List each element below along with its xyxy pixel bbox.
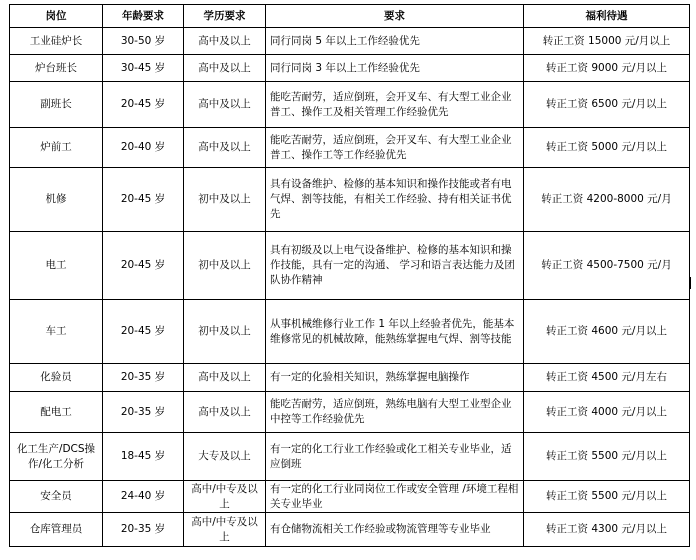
cell-age: 18-45 岁: [103, 433, 184, 481]
cell-requirement: 能吃苦耐劳，适应倒班，会开叉车、有大型工业企业普工、操作工等工作经验优先: [266, 128, 524, 168]
cell-position: 副班长: [10, 82, 103, 128]
cell-age: 24-40 岁: [103, 481, 184, 513]
table-row: [10, 433, 690, 481]
cell-education: 初中及以上: [184, 168, 266, 232]
cell-requirement: 具有设备维护、检修的基本知识和操作技能或者有电气焊、割等技能，有相关工作经验、持有相关证书优先: [266, 168, 524, 232]
cell-position: 车工: [10, 300, 103, 364]
table-row: [10, 168, 690, 232]
cell-benefit: 转正工资 4500-7500 元/月: [524, 232, 690, 300]
cell-benefit: 转正工资 15000 元/月以上: [524, 28, 690, 55]
cell-benefit: 转正工资 4200-8000 元/月: [524, 168, 690, 232]
cell-requirement: 有一定的化验相关知识，熟练掌握电脑操作: [266, 364, 524, 392]
cell-benefit: 转正工资 4600 元/月以上: [524, 300, 690, 364]
cell-age: 30-45 岁: [103, 55, 184, 82]
cell-position: 化工生产/DCS操作/化工分析: [10, 433, 103, 481]
cell-requirement: 具有初级及以上电气设备维护、检修的基本知识和操作技能，具有一定的沟通、 学习和语言表达能力及团队协作精神: [266, 232, 524, 300]
cell-requirement: 有仓储物流相关工作经验或物流管理等专业毕业: [266, 513, 524, 547]
cell-age: 20-40 岁: [103, 128, 184, 168]
cell-requirement: 同行同岗 5 年以上工作经验优先: [266, 28, 524, 55]
cell-education: 大专及以上: [184, 433, 266, 481]
cell-age: 20-35 岁: [103, 364, 184, 392]
cell-requirement: 同行同岗 3 年以上工作经验优先: [266, 55, 524, 82]
job-table: [9, 4, 690, 547]
table-row: [10, 300, 690, 364]
cell-age: 20-35 岁: [103, 513, 184, 547]
cell-education: 高中及以上: [184, 364, 266, 392]
table-row: [10, 128, 690, 168]
header-position: 岗位: [10, 5, 103, 28]
table-row: [10, 232, 690, 300]
cell-benefit: 转正工资 5500 元/月以上: [524, 481, 690, 513]
cell-age: 20-45 岁: [103, 82, 184, 128]
header-benefit: 福利待遇: [524, 5, 690, 28]
cell-education: 高中及以上: [184, 28, 266, 55]
table-row: [10, 392, 690, 433]
table-row: [10, 513, 690, 547]
cell-education: 高中/中专及以上: [184, 481, 266, 513]
table-row: [10, 28, 690, 55]
cell-position: 工业硅炉长: [10, 28, 103, 55]
cell-position: 配电工: [10, 392, 103, 433]
header-education: 学历要求: [184, 5, 266, 28]
cell-benefit: 转正工资 9000 元/月以上: [524, 55, 690, 82]
cell-education: 高中及以上: [184, 55, 266, 82]
cell-position: 炉前工: [10, 128, 103, 168]
cell-age: 30-50 岁: [103, 28, 184, 55]
cell-education: 高中/中专及以上: [184, 513, 266, 547]
cell-benefit: 转正工资 4500 元/月左右: [524, 364, 690, 392]
header-requirement: 要求: [266, 5, 524, 28]
cell-benefit: 转正工资 5000 元/月以上: [524, 128, 690, 168]
cell-requirement: 能吃苦耐劳，适应倒班，会开叉车、有大型工业企业普工、操作工及相关管理工作经验优先: [266, 82, 524, 128]
cell-age: 20-45 岁: [103, 300, 184, 364]
cell-benefit: 转正工资 6500 元/月以上: [524, 82, 690, 128]
cell-education: 高中及以上: [184, 128, 266, 168]
cell-age: 20-45 岁: [103, 168, 184, 232]
cell-position: 炉台班长: [10, 55, 103, 82]
cell-position: 化验员: [10, 364, 103, 392]
cell-age: 20-35 岁: [103, 392, 184, 433]
cell-requirement: 从事机械维修行业工作 1 年以上经验者优先，能基本维修常见的机械故障，能熟练掌握电气焊、割等技能: [266, 300, 524, 364]
cell-education: 高中及以上: [184, 392, 266, 433]
cell-requirement: 有一定的化工行业同岗位工作或安全管理 /环境工程相关专业毕业: [266, 481, 524, 513]
cell-benefit: 转正工资 5500 元/月以上: [524, 433, 690, 481]
cell-benefit: 转正工资 4000 元/月以上: [524, 392, 690, 433]
table-row: [10, 82, 690, 128]
edge-divider: [690, 277, 691, 289]
cell-position: 安全员: [10, 481, 103, 513]
cell-position: 电工: [10, 232, 103, 300]
cell-benefit: 转正工资 4300 元/月以上: [524, 513, 690, 547]
cell-age: 20-45 岁: [103, 232, 184, 300]
table-header-row: [10, 5, 690, 28]
cell-requirement: 能吃苦耐劳，适应倒班，熟练电脑有大型工业型企业中控等工作经验优先: [266, 392, 524, 433]
cell-education: 初中及以上: [184, 232, 266, 300]
cell-requirement: 有一定的化工行业工作经验或化工相关专业毕业，适应倒班: [266, 433, 524, 481]
cell-education: 高中及以上: [184, 82, 266, 128]
table-row: [10, 364, 690, 392]
table-row: [10, 481, 690, 513]
header-age: 年龄要求: [103, 5, 184, 28]
table-row: [10, 55, 690, 82]
cell-position: 仓库管理员: [10, 513, 103, 547]
cell-education: 初中及以上: [184, 300, 266, 364]
cell-position: 机修: [10, 168, 103, 232]
